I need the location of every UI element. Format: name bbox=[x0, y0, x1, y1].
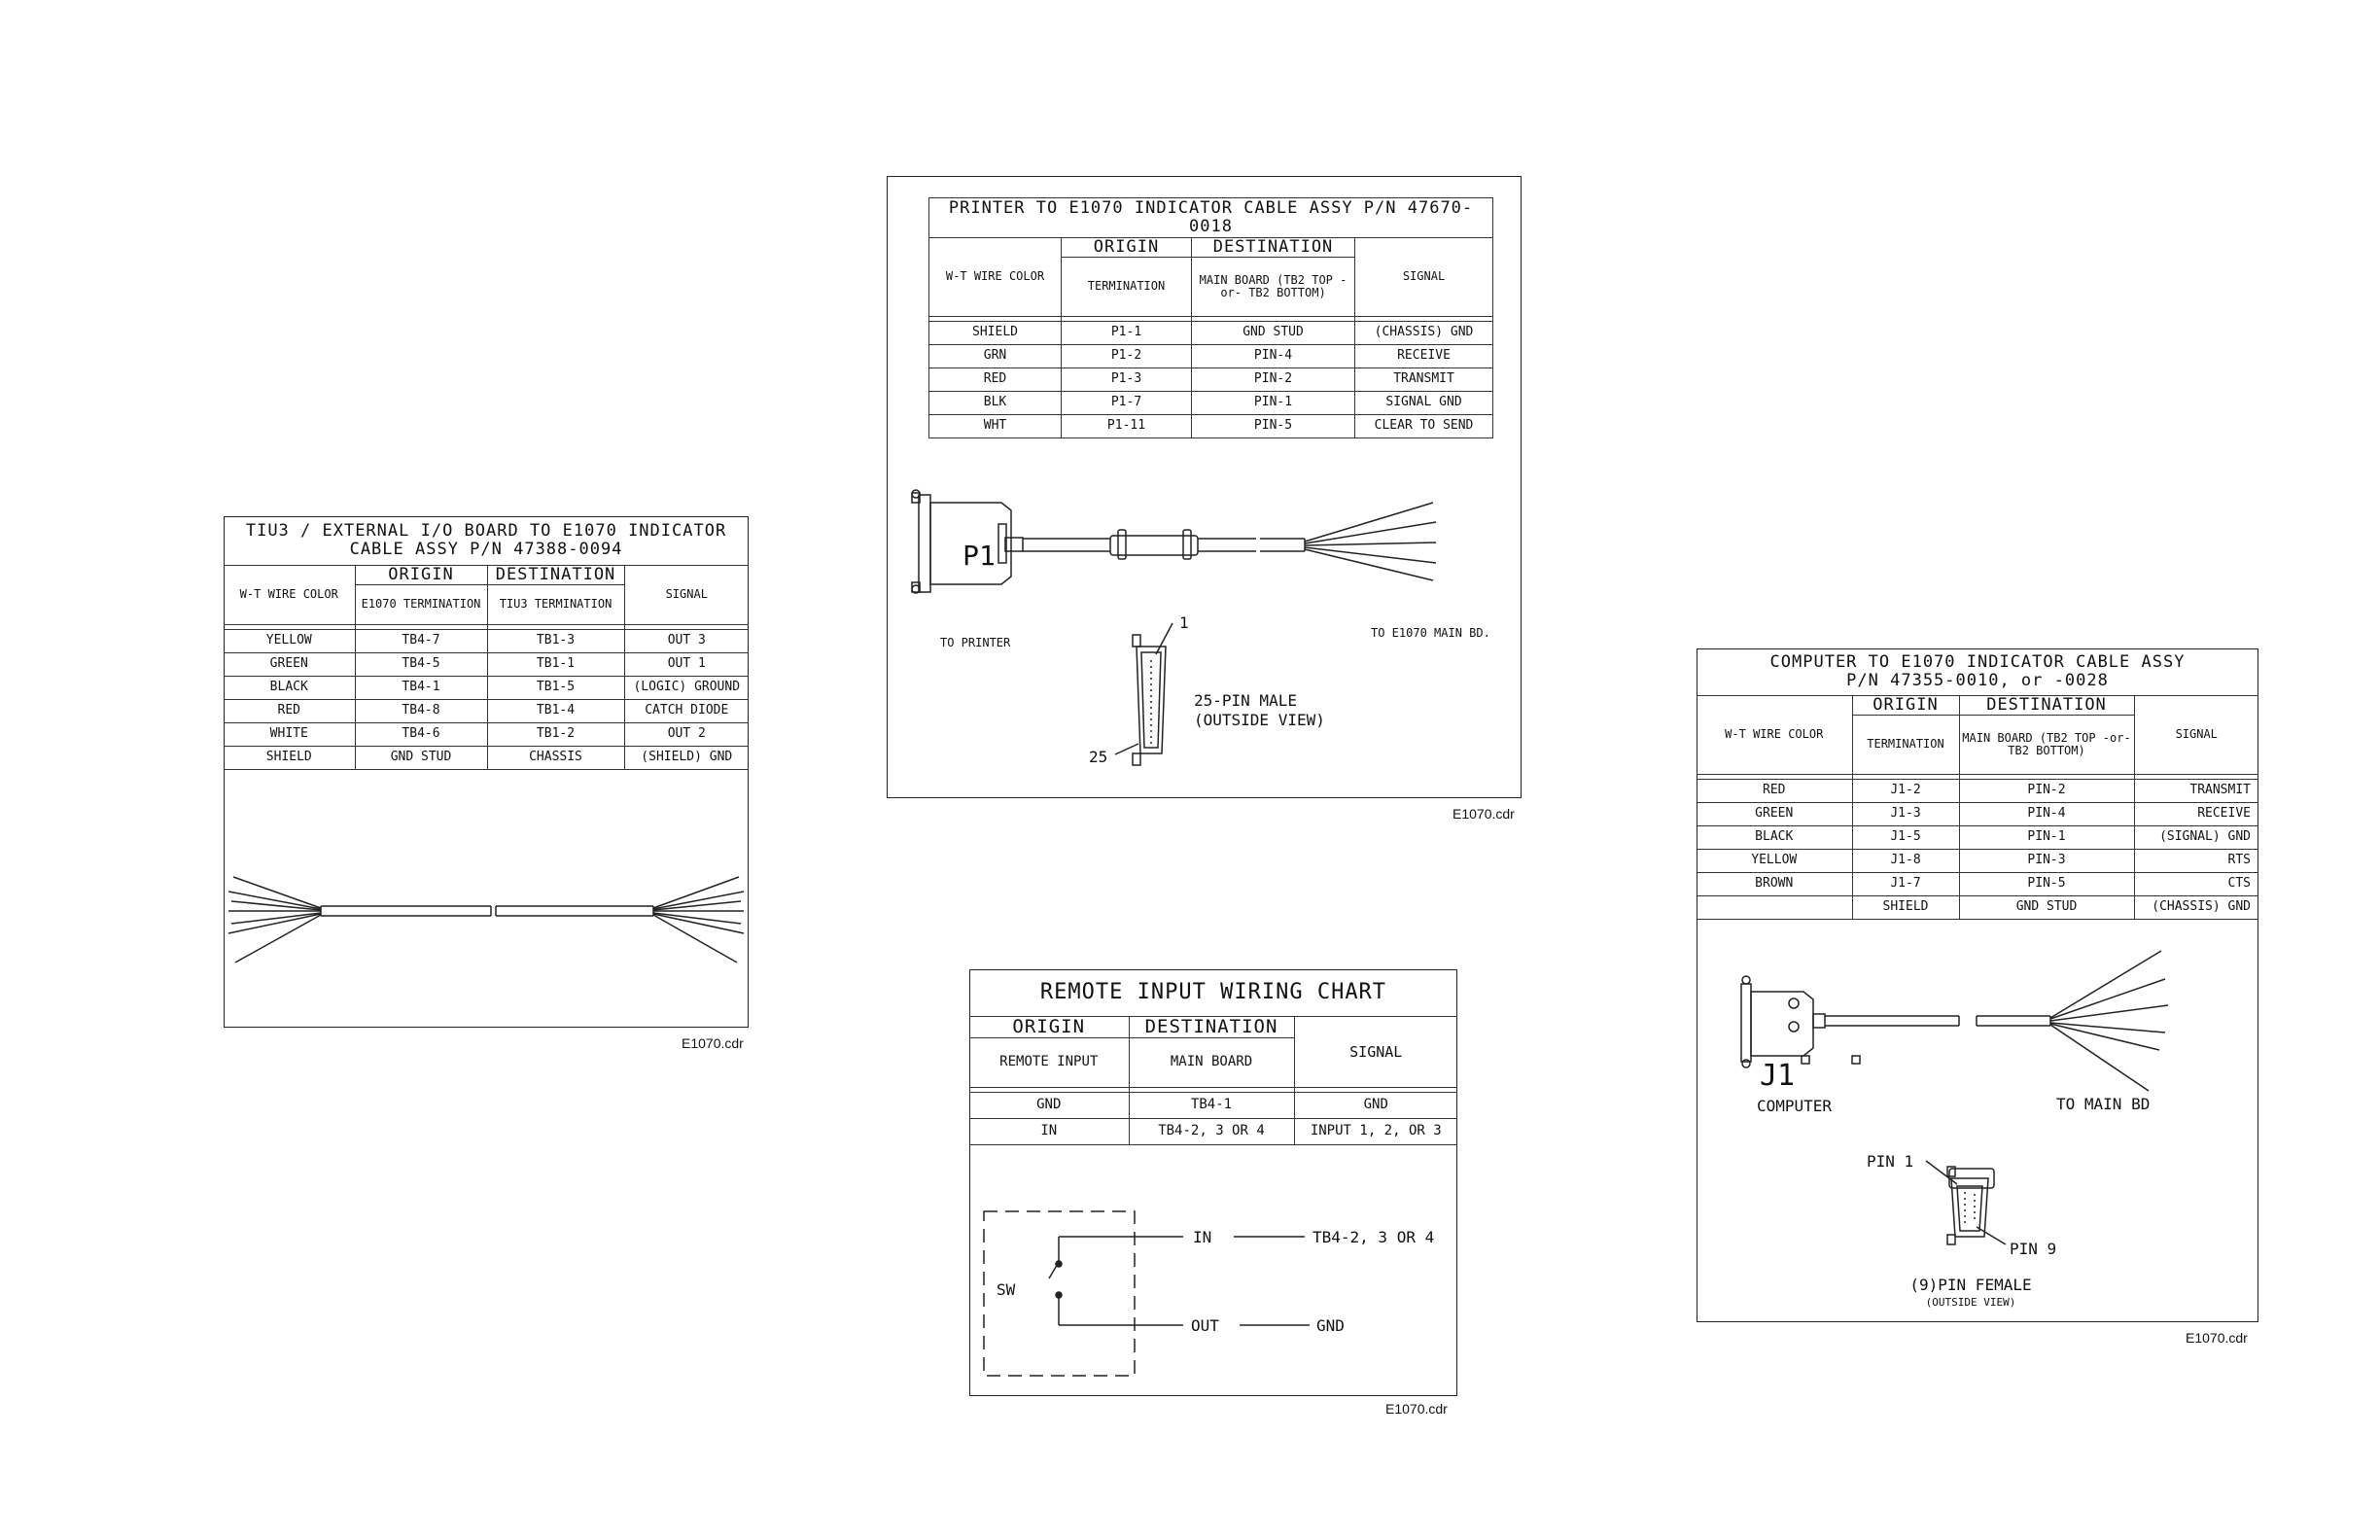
cell: GND STUD bbox=[1192, 321, 1355, 344]
col-wire-color: W-T WIRE COLOR bbox=[1697, 696, 1852, 775]
pin-view-note: (OUTSIDE VIEW) bbox=[1925, 1296, 2016, 1309]
cell: PIN-4 bbox=[1959, 802, 2134, 825]
cell: J1-3 bbox=[1852, 802, 1959, 825]
cell: (SHIELD) GND bbox=[624, 747, 749, 770]
cell: WHT bbox=[929, 414, 1062, 438]
cell: P1-11 bbox=[1062, 414, 1192, 438]
in-label: IN bbox=[1193, 1228, 1212, 1246]
table-row bbox=[1697, 849, 2258, 872]
pin-1-label: PIN 1 bbox=[1867, 1152, 1914, 1171]
col-signal: SIGNAL bbox=[624, 566, 749, 625]
table-row bbox=[1697, 895, 2258, 919]
computer-table-title bbox=[1697, 648, 2258, 696]
col-signal: SIGNAL bbox=[2134, 696, 2258, 775]
cell: TRANSMIT bbox=[2134, 779, 2258, 802]
table-row bbox=[224, 653, 749, 677]
to-main-board-label: TO MAIN BD bbox=[2056, 1095, 2151, 1113]
cell: RECEIVE bbox=[2134, 802, 2258, 825]
cell: TB1-4 bbox=[487, 700, 624, 723]
connector-p1-label: P1 bbox=[962, 540, 996, 572]
cell: J1-7 bbox=[1852, 872, 1959, 895]
remote-input-table bbox=[969, 969, 1457, 1145]
cell: TB1-1 bbox=[487, 653, 624, 677]
printer-cable-drawing bbox=[887, 176, 1522, 798]
cell: GND bbox=[1294, 1092, 1457, 1118]
table-row bbox=[224, 677, 749, 700]
cell: BLACK bbox=[1697, 825, 1852, 849]
in-destination: TB4-2, 3 OR 4 bbox=[1312, 1228, 1435, 1246]
col-main-board: MAIN BOARD (TB2 TOP -or- TB2 BOTTOM) bbox=[1192, 257, 1355, 316]
cell: RECEIVE bbox=[1355, 344, 1493, 368]
table-row bbox=[224, 723, 749, 747]
pin-9-label: PIN 9 bbox=[2010, 1240, 2057, 1258]
col-termination: TERMINATION bbox=[1852, 715, 1959, 774]
cell: TB1-3 bbox=[487, 630, 624, 653]
col-signal: SIGNAL bbox=[1294, 1017, 1457, 1088]
cell: SIGNAL GND bbox=[1355, 391, 1493, 414]
table-row bbox=[1697, 779, 2258, 802]
cell: CLEAR TO SEND bbox=[1355, 414, 1493, 438]
printer-table-title: PRINTER TO E1070 INDICATOR CABLE ASSY P/N 47670-0018 bbox=[929, 198, 1493, 238]
pin-description: (9)PIN FEMALE bbox=[1909, 1276, 2032, 1294]
col-tiu3-termination: TIU3 TERMINATION bbox=[487, 584, 624, 624]
table-row bbox=[224, 700, 749, 723]
out-destination: GND bbox=[1316, 1316, 1345, 1335]
computer-cable-drawing bbox=[1697, 924, 2258, 1322]
cell bbox=[1697, 895, 1852, 919]
pin-view-note: (OUTSIDE VIEW) bbox=[1194, 711, 1325, 729]
cell: TB4-8 bbox=[355, 700, 487, 723]
cell: P1-2 bbox=[1062, 344, 1192, 368]
cell: OUT 2 bbox=[624, 723, 749, 747]
cell: GRN bbox=[929, 344, 1062, 368]
file-label: E1070.cdr bbox=[1385, 1401, 1448, 1417]
cell: GND STUD bbox=[1959, 895, 2134, 919]
col-e1070-termination: E1070 TERMINATION bbox=[355, 584, 487, 624]
cell: P1-3 bbox=[1062, 368, 1192, 391]
destination-header: DESTINATION bbox=[1192, 238, 1355, 258]
col-remote-input: REMOTE INPUT bbox=[969, 1037, 1129, 1087]
pin-25-label: 25 bbox=[1089, 748, 1108, 766]
computer-cable-table bbox=[1697, 648, 2258, 920]
table-row bbox=[969, 1118, 1457, 1144]
cell: P1-7 bbox=[1062, 391, 1192, 414]
title-line-2: CABLE ASSY P/N 47388-0094 bbox=[349, 540, 623, 559]
cell: GREEN bbox=[224, 653, 355, 677]
file-label: E1070.cdr bbox=[682, 1035, 744, 1051]
cell: PIN-2 bbox=[1192, 368, 1355, 391]
cell: TB1-5 bbox=[487, 677, 624, 700]
title-line-1: TIU3 / EXTERNAL I/O BOARD TO E1070 INDICATOR bbox=[245, 521, 727, 542]
cell: J1-5 bbox=[1852, 825, 1959, 849]
cell: SHIELD bbox=[929, 321, 1062, 344]
cell: RED bbox=[224, 700, 355, 723]
table-row bbox=[1697, 825, 2258, 849]
cell: CATCH DIODE bbox=[624, 700, 749, 723]
origin-header: ORIGIN bbox=[1062, 238, 1192, 258]
cell: CTS bbox=[2134, 872, 2258, 895]
cell: PIN-4 bbox=[1192, 344, 1355, 368]
cell: J1-2 bbox=[1852, 779, 1959, 802]
cell: TB4-6 bbox=[355, 723, 487, 747]
cell: TB4-2, 3 OR 4 bbox=[1129, 1118, 1294, 1144]
tiu3-cable-table bbox=[224, 516, 749, 770]
table-row bbox=[224, 630, 749, 653]
cell: TB4-1 bbox=[1129, 1092, 1294, 1118]
col-wire-color: W-T WIRE COLOR bbox=[224, 566, 355, 625]
col-main-board: MAIN BOARD (TB2 TOP -or- TB2 BOTTOM) bbox=[1959, 715, 2134, 774]
pin-1-label: 1 bbox=[1179, 613, 1189, 632]
cell: YELLOW bbox=[1697, 849, 1852, 872]
col-wire-color: W-T WIRE COLOR bbox=[929, 238, 1062, 317]
tiu3-cable-drawing bbox=[224, 856, 749, 1021]
title-line-2: P/N 47355-0010, or -0028 bbox=[1846, 671, 2109, 690]
cell: OUT 1 bbox=[624, 653, 749, 677]
cell: SHIELD bbox=[1852, 895, 1959, 919]
file-label: E1070.cdr bbox=[2186, 1330, 2248, 1346]
cell: (SIGNAL) GND bbox=[2134, 825, 2258, 849]
cell: WHITE bbox=[224, 723, 355, 747]
origin-header: ORIGIN bbox=[355, 566, 487, 585]
cell: PIN-1 bbox=[1192, 391, 1355, 414]
tiu3-table-title bbox=[224, 516, 749, 566]
cell: TB4-1 bbox=[355, 677, 487, 700]
cell: RED bbox=[1697, 779, 1852, 802]
remote-input-title: REMOTE INPUT WIRING CHART bbox=[969, 969, 1457, 1017]
switch-label: SW bbox=[997, 1280, 1016, 1299]
col-signal: SIGNAL bbox=[1355, 238, 1493, 317]
cell: YELLOW bbox=[224, 630, 355, 653]
out-label: OUT bbox=[1191, 1316, 1219, 1335]
origin-header: ORIGIN bbox=[1852, 696, 1959, 716]
cell: PIN-2 bbox=[1959, 779, 2134, 802]
cell: PIN-3 bbox=[1959, 849, 2134, 872]
cell: PIN-1 bbox=[1959, 825, 2134, 849]
cell: (CHASSIS) GND bbox=[1355, 321, 1493, 344]
cell: GREEN bbox=[1697, 802, 1852, 825]
cell: BLACK bbox=[224, 677, 355, 700]
col-main-board: MAIN BOARD bbox=[1129, 1037, 1294, 1087]
cell: PIN-5 bbox=[1192, 414, 1355, 438]
computer-label: COMPUTER bbox=[1757, 1097, 1833, 1115]
origin-header: ORIGIN bbox=[969, 1017, 1129, 1038]
destination-header: DESTINATION bbox=[1129, 1017, 1294, 1038]
destination-header: DESTINATION bbox=[1959, 696, 2134, 716]
pin-description: 25-PIN MALE bbox=[1194, 691, 1297, 710]
table-row bbox=[224, 747, 749, 770]
remote-input-schematic bbox=[969, 1196, 1457, 1390]
destination-header: DESTINATION bbox=[487, 566, 624, 585]
cell: TB4-7 bbox=[355, 630, 487, 653]
cell: GND bbox=[969, 1092, 1129, 1118]
cell: (CHASSIS) GND bbox=[2134, 895, 2258, 919]
cell: INPUT 1, 2, OR 3 bbox=[1294, 1118, 1457, 1144]
cell: PIN-5 bbox=[1959, 872, 2134, 895]
cell: RTS bbox=[2134, 849, 2258, 872]
connector-j1-label: J1 bbox=[1760, 1059, 1796, 1093]
cell: GND STUD bbox=[355, 747, 487, 770]
cell: CHASSIS bbox=[487, 747, 624, 770]
cell: TB4-5 bbox=[355, 653, 487, 677]
cell: IN bbox=[969, 1118, 1129, 1144]
file-label: E1070.cdr bbox=[1452, 806, 1515, 822]
table-row bbox=[969, 1092, 1457, 1118]
cell: TB1-2 bbox=[487, 723, 624, 747]
table-row bbox=[1697, 872, 2258, 895]
title-line-1: COMPUTER TO E1070 INDICATOR CABLE ASSY bbox=[1769, 652, 2186, 673]
col-termination: TERMINATION bbox=[1062, 257, 1192, 316]
cell: OUT 3 bbox=[624, 630, 749, 653]
cell: BROWN bbox=[1697, 872, 1852, 895]
cell: SHIELD bbox=[224, 747, 355, 770]
cell: BLK bbox=[929, 391, 1062, 414]
cell: TRANSMIT bbox=[1355, 368, 1493, 391]
to-printer-label: TO PRINTER bbox=[940, 636, 1011, 649]
cell: RED bbox=[929, 368, 1062, 391]
cell: (LOGIC) GROUND bbox=[624, 677, 749, 700]
table-row bbox=[1697, 802, 2258, 825]
to-main-board-label: TO E1070 MAIN BD. bbox=[1371, 626, 1490, 640]
cell: J1-8 bbox=[1852, 849, 1959, 872]
cell: P1-1 bbox=[1062, 321, 1192, 344]
